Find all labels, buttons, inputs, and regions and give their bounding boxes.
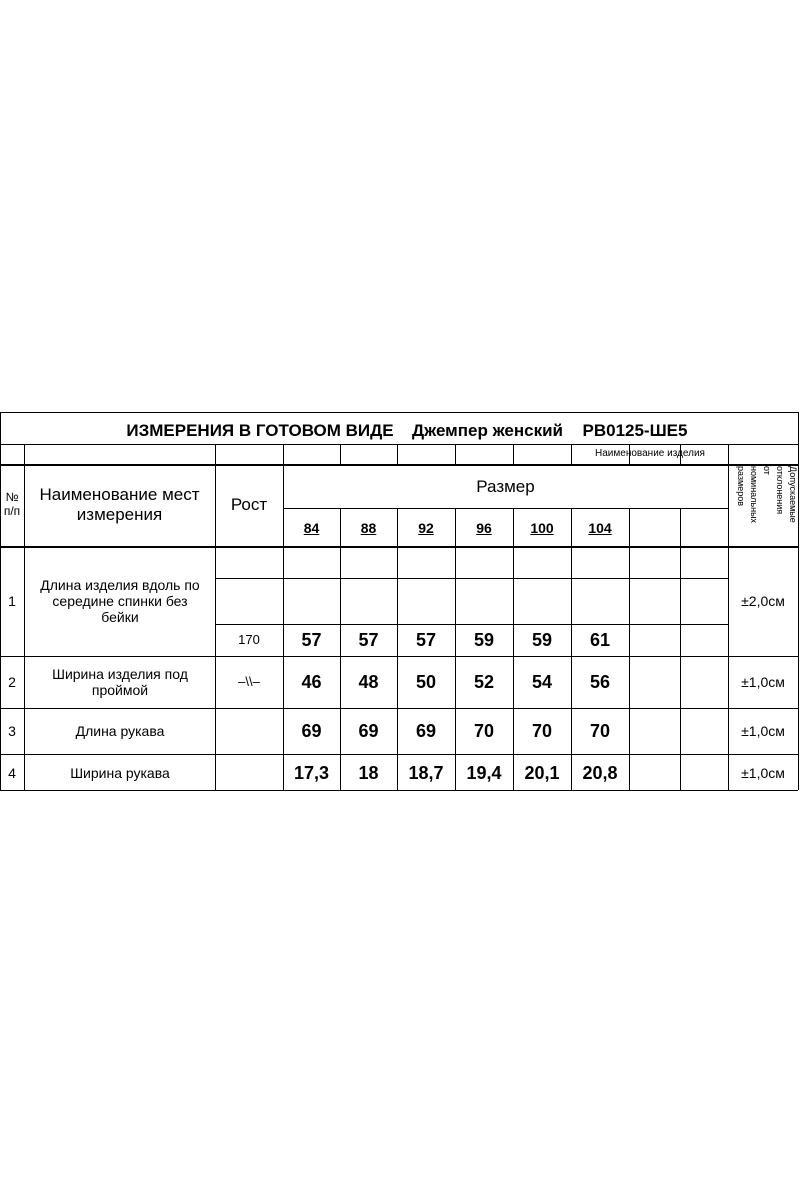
row-number: 3 — [8, 722, 16, 739]
grid-line — [283, 508, 728, 509]
row-value: 70 — [589, 720, 611, 741]
row-tolerance: ±1,0см — [741, 764, 785, 781]
grid-line — [340, 444, 341, 464]
row-tolerance: ±1,0см — [741, 673, 785, 690]
row-height: 170 — [238, 631, 260, 647]
row-number: 4 — [8, 764, 16, 781]
row-height — [215, 708, 283, 754]
row-value: 69 — [415, 720, 437, 741]
tolerance-header-line: номинальных — [749, 466, 759, 524]
size-header: 104 — [588, 519, 612, 536]
row-value: 20,8 — [582, 762, 618, 783]
row-value: 70 — [473, 720, 495, 741]
row-tolerance: ±1,0см — [741, 722, 785, 739]
product-caption: Наименование изделия — [595, 448, 705, 460]
row-height: –\\– — [238, 673, 260, 689]
grid-line — [215, 578, 728, 579]
table-title: ИЗМЕРЕНИЯ В ГОТОВОМ ВИДЕ — [126, 421, 394, 441]
grid-line — [629, 508, 630, 790]
row-value: 18,7 — [408, 762, 444, 783]
row-number: 2 — [8, 673, 16, 690]
row-value: 19,4 — [466, 762, 502, 783]
row-number: 1 — [8, 592, 16, 609]
grid-line — [728, 444, 729, 464]
grid-line — [24, 444, 25, 464]
tolerance-header-line: размеров — [736, 466, 746, 507]
size-header: 96 — [476, 519, 492, 536]
tolerance-header-line: Допускаемые — [788, 466, 798, 523]
row-value: 56 — [589, 671, 611, 692]
grid-line — [680, 508, 681, 790]
size-header: 92 — [418, 519, 434, 536]
grid-line — [283, 444, 284, 464]
header-name: Наименование мест измерения — [39, 485, 200, 524]
grid-line — [215, 444, 216, 464]
tolerance-header-line: от — [762, 466, 772, 475]
grid-line — [0, 412, 798, 413]
grid-line — [397, 444, 398, 464]
row-value: 57 — [301, 629, 322, 650]
tolerance-header-line: отклонения — [775, 466, 785, 515]
row-name: Ширина изделия под проймой — [52, 665, 188, 698]
row-value: 54 — [531, 671, 553, 692]
row-value: 18 — [358, 762, 379, 783]
row-value: 61 — [589, 629, 611, 650]
grid-line — [513, 444, 514, 464]
size-header: 84 — [303, 519, 320, 536]
row-value: 57 — [358, 629, 379, 650]
product-article: РВ0125-ШЕ5 — [582, 421, 688, 441]
grid-line — [0, 444, 798, 445]
row-value: 17,3 — [293, 762, 330, 783]
row-name: Ширина рукава — [70, 764, 170, 781]
header-num: № п/п — [3, 490, 21, 518]
row-tolerance: ±2,0см — [741, 592, 785, 609]
header-height: Рост — [230, 495, 268, 515]
row-value: 69 — [301, 720, 322, 741]
row-value: 59 — [531, 629, 553, 650]
row-value: 69 — [358, 720, 379, 741]
row-value: 46 — [301, 671, 322, 692]
row-value: 50 — [415, 671, 437, 692]
row-value: 59 — [473, 629, 495, 650]
row-value: 57 — [415, 629, 437, 650]
row-value: 20,1 — [524, 762, 560, 783]
product-name: Джемпер женский — [412, 421, 563, 441]
row-value: 48 — [358, 671, 379, 692]
row-name: Длина изделия вдоль по середине спинки без бейки — [40, 576, 200, 626]
row-value: 52 — [473, 671, 495, 692]
grid-line — [455, 444, 456, 464]
row-name: Длина рукава — [75, 722, 165, 739]
header-size-group: Размер — [476, 477, 535, 497]
row-value: 70 — [531, 720, 553, 741]
grid-line — [798, 412, 799, 790]
size-header: 88 — [360, 519, 377, 536]
row-height — [215, 754, 283, 792]
size-header: 100 — [530, 519, 554, 536]
